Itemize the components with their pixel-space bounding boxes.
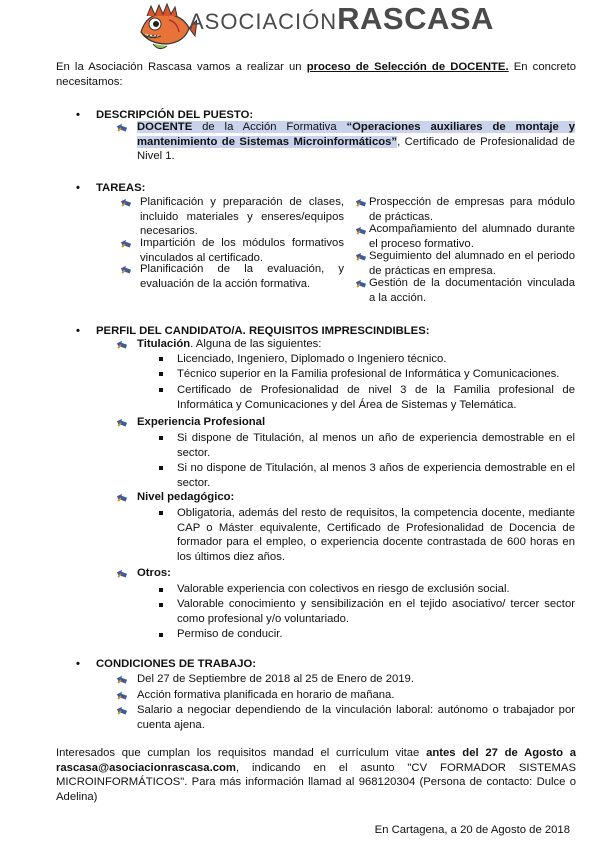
otros-heading [137,566,575,581]
section-label: CONDICIONES DE TRABAJO: [96,658,257,670]
arrow-bullet-icon [355,224,367,236]
condicion-item: Acción formativa planificada en horario de mañana. [137,689,395,701]
experiencia-label: Experiencia Profesional [137,416,266,428]
association-logo [133,1,494,54]
section-bullet-icon: • [76,325,80,337]
square-bullet-icon [159,633,163,637]
condicion-item: Del 27 de Septiembre de 2018 al 25 de Enero de 2019. [137,673,414,685]
arrow-bullet-icon [116,491,128,503]
section-bullet-icon: • [76,182,80,194]
descripcion-text [137,120,575,164]
arrow-bullet-icon [120,237,132,249]
titulacion-label: Titulación [137,338,191,350]
square-bullet-icon [159,511,163,515]
section-bullet-icon: • [76,658,80,670]
otros-item: Valorable conocimiento y sensibilización en el tejido asociativo/ tercer sector como profesional y/o voluntariado. [177,598,575,625]
intro-post: En concreto necesitamos: [56,61,577,88]
scorpionfish-icon [133,2,197,54]
arrow-bullet-icon [116,704,128,716]
section-label: TAREAS: [96,182,146,194]
arrow-bullet-icon [120,263,132,275]
arrow-bullet-icon [355,196,367,208]
tarea-right-item: Gestión de la documentación vinculada a la acción. [369,277,575,304]
closing-pre: Interesados que cumplan los requisitos mandad el currículum vitae [56,747,427,759]
titulacion-heading [137,337,575,352]
intro-paragraph [56,60,576,89]
arrow-bullet-icon [116,416,128,428]
intro-pre: En la Asociación Rascasa vamos a realizar un [56,61,307,73]
tarea-left-item: Planificación y preparación de clases, incluido materiales y enseres/equipos necesarios. [140,196,344,238]
logo-wordmark [189,1,494,36]
arrow-bullet-icon [116,673,128,685]
otros-item: Permiso de conducir. [177,628,283,640]
titulacion-item: Licenciado, Ingeniero, Diplomado o Ingeniero técnico. [177,353,447,365]
tarea-left-item: Impartición de los módulos formativos vinculados al certificado. [140,237,344,264]
contact-email: rascasa@asociacionrascasa.com [56,761,236,774]
arrow-bullet-icon [116,689,128,701]
square-bullet-icon [159,372,163,376]
tarea-left-item: Planificación de la evaluación, y evaluación de la acción formativa. [140,263,344,290]
tarea-right-item: Prospección de empresas para módulo de prácticas. [369,196,575,223]
otros-item: Valorable experiencia con colectivos en riesgo de exclusión social. [177,583,510,595]
descripcion-mid: de la Acción Formativa [192,121,347,133]
section-label: PERFIL DEL CANDIDATO/A. REQUISITOS IMPRESCINDIBLES: [96,325,430,337]
arrow-bullet-icon [116,338,128,350]
square-bullet-icon [159,603,163,607]
otros-label: Otros: [137,567,171,579]
descripcion-end: , Certificado de Profesionalidad de Nivel 1. [137,135,576,163]
experiencia-item: Si no dispone de Titulación, al menos 3 años de experiencia demostrable en el sector. [177,462,575,489]
arrow-bullet-icon [355,250,367,262]
titulacion-item: Técnico superior en la Familia profesional de Informática y Comunicaciones. [177,368,560,380]
square-bullet-icon [159,357,163,361]
condicion-item: Salario a negociar dependiendo de la vinculación laboral: autónomo o trabajador por cuenta ajena. [137,704,575,731]
arrow-bullet-icon [116,121,128,133]
logo-big-text: RASCASA [337,1,494,36]
arrow-bullet-icon [116,567,128,579]
square-bullet-icon [159,588,163,592]
accion-formativa-title: “Operaciones auxiliares de montaje y mantenimiento de Sistemas Microinformáticos” [137,121,576,148]
square-bullet-icon [159,466,163,470]
intro-process: proceso de Selección de DOCENTE. [306,61,509,73]
tarea-right-item: Acompañamiento del alumnado durante el proceso formativo. [369,223,575,250]
nivel-item: Obligatoria, además del resto de requisitos, la competencia docente, mediante CAP o Máster equivalente, Certificado de Profesionalidad de Docencia de formador para el empleo, o experiencia docente contrastada de 600 horas en los últimos diez años. [177,507,575,563]
docente-label: DOCENTE [137,121,193,133]
experiencia-item: Si dispone de Titulación, al menos un año de experiencia demostrable en el sector. [177,432,575,459]
arrow-bullet-icon [355,277,367,289]
signature-date: En Cartagena, a 20 de Agosto de 2018 [374,824,570,836]
arrow-bullet-icon [120,196,132,208]
titulacion-rest: . Alguna de las siguientes: [190,338,322,350]
nivel-heading [137,490,575,505]
experiencia-heading [137,415,575,430]
section-bullet-icon: • [76,109,80,121]
square-bullet-icon [159,436,163,440]
nivel-label: Nivel pedagógico: [137,491,235,503]
square-bullet-icon [159,388,163,392]
closing-paragraph [56,746,576,804]
titulacion-item: Certificado de Profesionalidad de nivel 3 de la Familia profesional de Informática y Comunicaciones y del Área de Sistemas y Telemática. [177,384,575,411]
logo-small-text: ASOCIACIÓN [189,9,338,34]
closing-deadline: antes del 27 de Agosto a [426,747,577,759]
tarea-right-item: Seguimiento del alumnado en el periodo de prácticas en empresa. [369,250,575,277]
closing-post: , indicando en el asunto "CV FORMADOR SISTEMAS MICROINFORMÁTICOS". Para más información llamad al 968120304 (Persona de contacto: Dulce o Adelina) [56,761,576,803]
section-label: DESCRIPCIÓN DEL PUESTO: [96,109,254,121]
